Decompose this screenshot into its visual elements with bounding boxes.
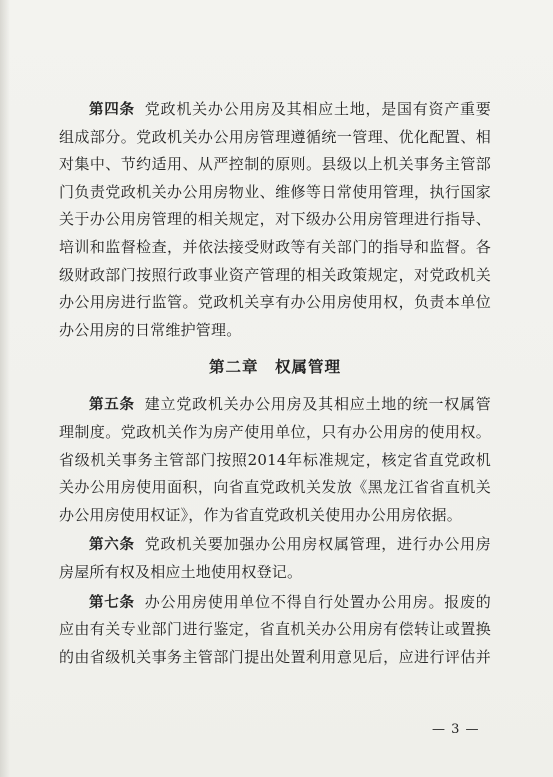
article-7-line-2: 应由有关专业部门进行鉴定，省直机关办公用房有偿转让或置换 xyxy=(59,620,491,639)
article-7 xyxy=(59,589,491,672)
article-6 xyxy=(59,531,491,586)
article-4-line-1: 第四条 党政机关办公用房及其相应土地，是国有资产重要 xyxy=(89,100,491,118)
page-number: — 3 — xyxy=(432,722,480,737)
article-4-line-3: 对集中、节约适用、从严控制的原则。县级以上机关事务主管部 xyxy=(59,155,491,174)
article-4-line-4: 门负责党政机关办公用房物业、维修等日常使用管理，执行国家 xyxy=(59,182,491,201)
article-4-line-2: 组成部分。党政机关办公用房管理遵循统一管理、优化配置、相 xyxy=(59,127,491,146)
article-5 xyxy=(59,391,491,529)
article-6-line-2: 房屋所有权及相应土地使用权登记。 xyxy=(59,562,303,581)
article-5-heading: 第五条 xyxy=(89,397,135,414)
chapter-title: 第二章 权属管理 xyxy=(208,358,341,377)
article-7-line-1: 第七条 办公用房使用单位不得自行处置办公用房。报废的 xyxy=(89,592,491,611)
article-5-line-2: 理制度。党政机关作为房产使用单位，只有办公用房的使用权。 xyxy=(59,422,491,441)
article-7-heading: 第七条 xyxy=(89,594,135,611)
article-4-heading: 第四条 xyxy=(89,102,135,118)
article-5-line-4: 关办公用房使用面积，向省直党政机关发放《黑龙江省省直机关 xyxy=(59,478,491,497)
article-4 xyxy=(59,96,491,344)
document-body xyxy=(59,96,491,671)
article-4-line-8: 办公用房进行监管。党政机关享有办公用房使用权，负责本单位 xyxy=(59,293,491,312)
article-7-line-3: 的由省级机关事务主管部门提出处置利用意见后，应进行评估并 xyxy=(59,647,491,666)
scan-shadow xyxy=(0,0,10,777)
article-5-line-5: 办公用房使用权证》，作为省直党政机关使用办公用房依据。 xyxy=(59,505,462,524)
article-5-line-3: 省级机关事务主管部门按照2014年标准规定，核定省直党政机 xyxy=(59,450,491,469)
article-4-line-6: 培训和监督检查，并依法接受财政等有关部门的指导和监督。各 xyxy=(59,237,491,256)
article-6-line-1: 第六条 党政机关要加强办公用房权属管理，进行办公用房 xyxy=(89,535,491,554)
article-5-line-1: 第五条 建立党政机关办公用房及其相应土地的统一权属管 xyxy=(89,395,491,414)
article-4-line-9: 办公用房的日常维护管理。 xyxy=(59,320,242,339)
article-4-line-7: 级财政部门按照行政事业资产管理的相关政策规定，对党政机关 xyxy=(59,265,491,284)
article-6-heading: 第六条 xyxy=(89,537,135,554)
article-4-line-5: 关于办公用房管理的相关规定，对下级办公用房管理进行指导、 xyxy=(59,210,491,229)
